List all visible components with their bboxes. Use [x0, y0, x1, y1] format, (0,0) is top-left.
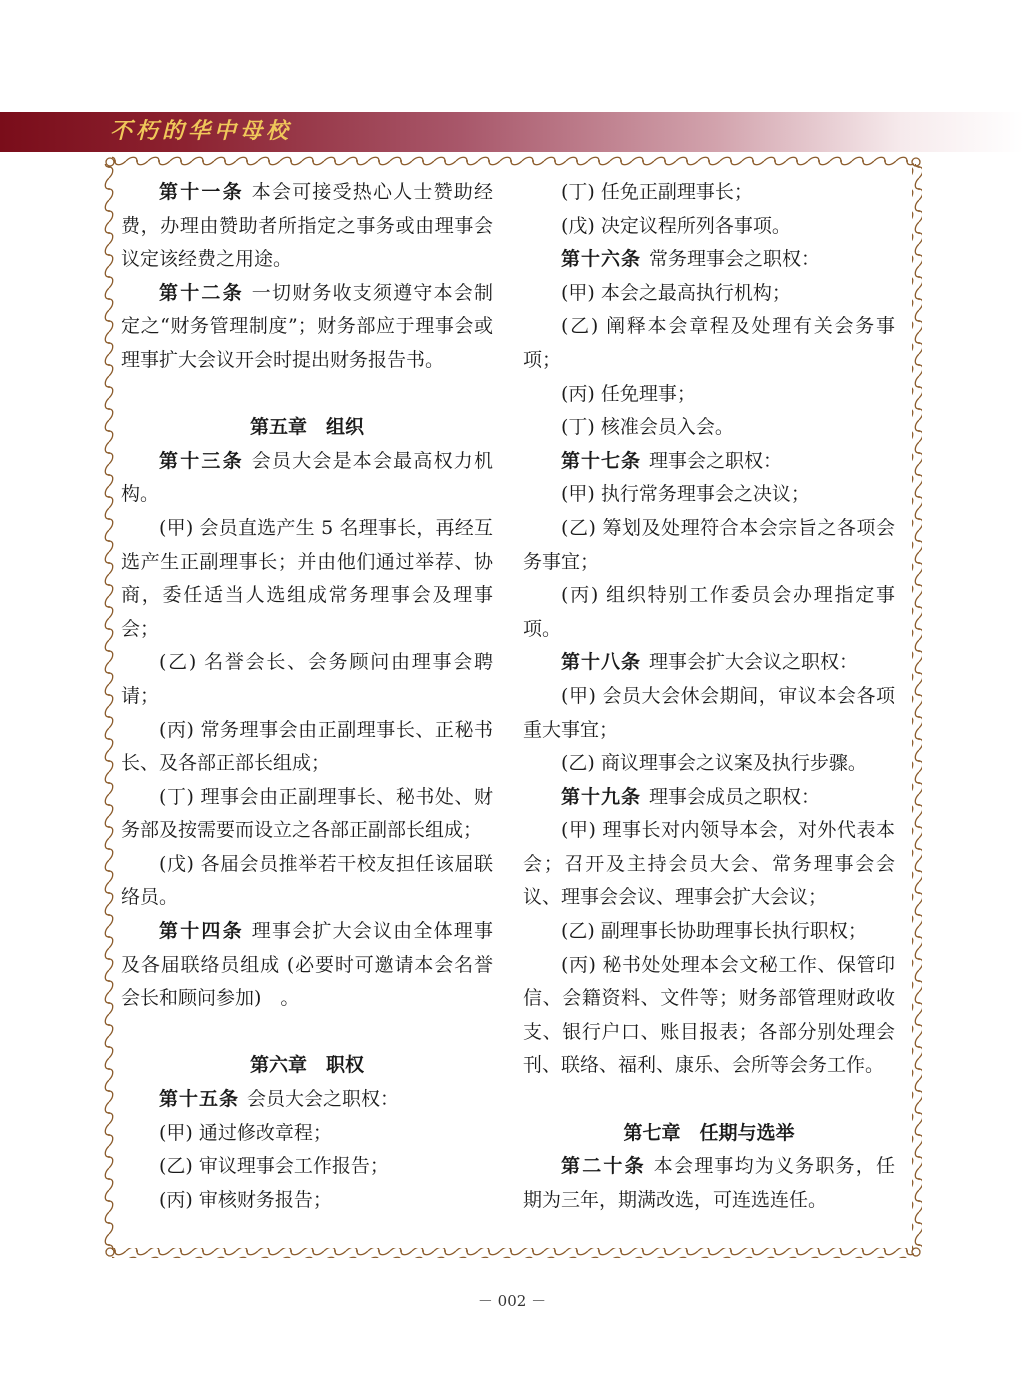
article-15-item-yi: (乙) 审议理事会工作报告；: [159, 1155, 389, 1178]
article-12: [121, 277, 493, 378]
article-13-item-jia: (甲) 会员直选产生 5 名理事长，再经互选产生正副理事长；并由他们通过举荐、协商，委任适当人选组成常务理事会及理事会；: [121, 516, 493, 640]
article-15-title: 第十五条: [159, 1088, 240, 1111]
article-19-title: 第十九条: [561, 785, 642, 808]
article-18-item-jia: (甲) 会员大会休会期间，审议本会各项重大事宜；: [523, 684, 895, 741]
article-18: [523, 646, 895, 680]
article-20-title: 第二十条: [561, 1155, 646, 1178]
article-13-text: 会员大会是本会最高权力机构。: [121, 449, 493, 506]
article-17-item-yi: (乙) 筹划及处理符合本会宗旨之各项会务事宜；: [523, 516, 895, 573]
article-17: [523, 445, 895, 479]
article-17-item-bing: (丙) 组织特别工作委员会办理指定事项。: [523, 584, 895, 640]
article-13: [121, 445, 493, 512]
chapter-5-heading: 第五章 组织: [249, 416, 364, 439]
article-14-title: 第十四条: [159, 920, 244, 943]
article-12-text: 一切财务收支须遵守本会制定之“财务管理制度”；财务部应于理事会或理事扩大会议开会时提出财务报告书。: [121, 281, 493, 371]
article-17-text: 理事会之职权：: [649, 449, 783, 472]
article-15-item-wu: (戊) 决定议程所列各事项。: [561, 214, 791, 237]
article-15: [121, 1083, 493, 1117]
left-column: [121, 176, 493, 1217]
header-band: [0, 112, 1024, 152]
article-17-title: 第十七条: [561, 449, 642, 472]
article-13-title: 第十三条: [159, 449, 244, 472]
article-11: [121, 176, 493, 277]
book-title: 不朽的华中母校: [110, 119, 293, 144]
article-18-text: 理事会扩大会议之职权：: [649, 651, 859, 674]
article-19-text: 理事会成员之职权：: [649, 785, 821, 808]
article-15-item-ding: (丁) 任免正副理事长；: [561, 181, 753, 203]
right-column: [523, 176, 895, 1217]
article-11-title: 第十一条: [159, 181, 244, 203]
article-16-item-jia: (甲) 本会之最高执行机构；: [561, 281, 791, 304]
chapter-6-heading: 第六章 职权: [249, 1054, 364, 1077]
article-16-item-bing: (丙) 任免理事；: [561, 382, 696, 405]
article-19-item-jia: (甲) 理事长对内领导本会，对外代表本会；召开及主持会员大会、常务理事会会议、理事会会议、理事会扩大会议；: [523, 819, 895, 909]
article-16-text: 常务理事会之职权：: [649, 248, 821, 271]
article-11-text: 本会可接受热心人士赞助经费，办理由赞助者所指定之事务或由理事会议定该经费之用途。: [121, 181, 493, 271]
article-16-title: 第十六条: [561, 248, 642, 271]
article-16-item-yi: (乙) 阐释本会章程及处理有关会务事项；: [523, 315, 895, 371]
article-20: [523, 1150, 895, 1217]
article-20-text: 本会理事均为义务职务，任期为三年，期满改选，可连选连任。: [523, 1155, 895, 1211]
page-number: － 002 －: [477, 1292, 547, 1310]
article-16-item-ding: (丁) 核准会员入会。: [561, 416, 734, 439]
article-18-title: 第十八条: [561, 651, 642, 674]
article-13-item-bing: (丙) 常务理事会由正副理事长、正秘书长、及各部正部长组成；: [121, 718, 493, 775]
article-13-item-ding: (丁) 理事会由正副理事长、秘书处、财务部及按需要而设立之各部正副部长组成；: [121, 785, 493, 842]
article-15-item-jia: (甲) 通过修改章程；: [159, 1121, 332, 1144]
article-12-title: 第十二条: [159, 281, 244, 304]
article-13-item-yi: (乙) 名誉会长、会务顾问由理事会聘请；: [121, 651, 493, 707]
article-16: [523, 243, 895, 277]
article-13-item-wu: (戊) 各届会员推举若干校友担任该届联络员。: [121, 852, 493, 909]
article-14-text: 理事会扩大会议由全体理事及各届联络员组成 (必要时可邀请本会名誉会长和顾问参加) 。: [121, 920, 493, 1010]
article-14: [121, 915, 493, 1016]
article-19-item-yi: (乙) 副理事长协助理事长执行职权；: [561, 920, 867, 943]
article-19: [523, 781, 895, 815]
article-19-item-bing: (丙) 秘书处处理本会文秘工作、保管印信、会籍资料、文件等；财务部管理财政收支、银行户口、账目报表；各部分别处理会刊、联络、福利、康乐、会所等会务工作。: [523, 953, 895, 1077]
article-18-item-yi: (乙) 商议理事会之议案及执行步骤。: [561, 752, 867, 775]
article-17-item-jia: (甲) 执行常务理事会之决议；: [561, 483, 810, 506]
chapter-7-heading: 第七章 任期与选举: [623, 1121, 795, 1144]
article-15-text: 会员大会之职权：: [247, 1088, 400, 1111]
article-15-item-bing: (丙) 审核财务报告；: [159, 1188, 332, 1211]
